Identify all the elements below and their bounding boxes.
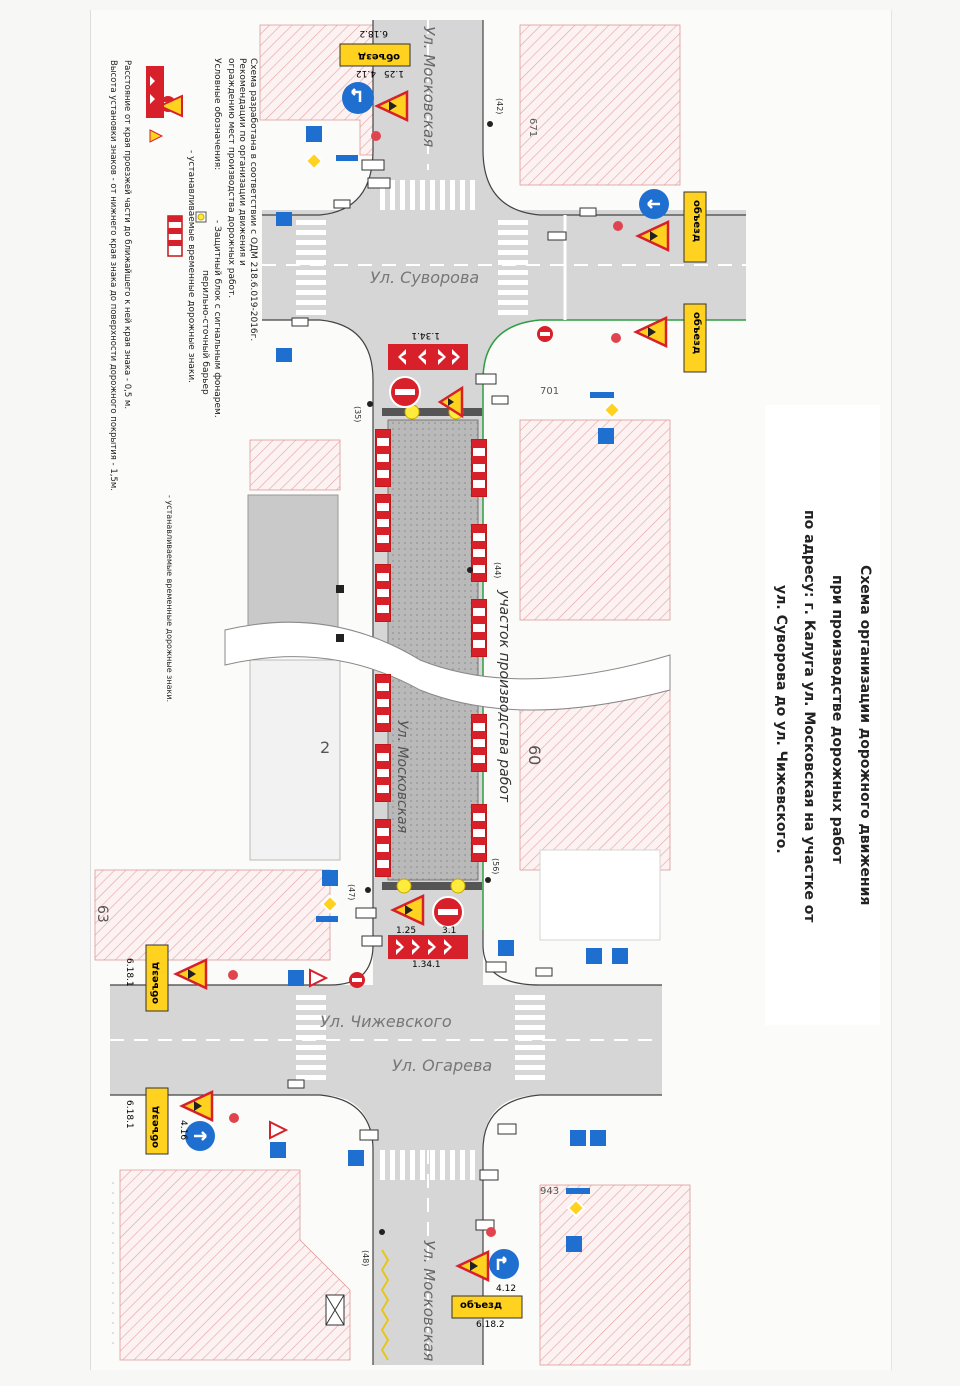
- notes-line-2: Рекомендации по организации движения и: [237, 58, 247, 266]
- title-line-3: по адресу: г. Калуга ул. Московская на участке от: [801, 510, 817, 923]
- pole-number-47: (47): [347, 884, 356, 901]
- street-label-moskovskaya-mid: Ул. Московская: [394, 720, 410, 834]
- legend-samples: [110, 40, 260, 600]
- code-6181-top: 6.18.1: [124, 958, 134, 987]
- gray-yard: [250, 660, 340, 860]
- street-label-moskovskaya-top: Ул. Московская: [420, 26, 438, 148]
- building-number-701: 701: [540, 386, 560, 397]
- title-panel: [765, 405, 880, 1025]
- title-line-4: ул. Суворова до ул. Чижевского.: [773, 585, 789, 854]
- pole-number-56: (56): [491, 858, 500, 875]
- detour-text-1: объезд: [357, 51, 400, 62]
- code-1341-top: 1.34.1: [411, 330, 440, 340]
- legend-block-text: - Защитный блок с сигнальным фонарем.: [212, 220, 222, 418]
- code-125-bottom: 1.25: [396, 926, 417, 936]
- legend-label: Условные обозначения:: [212, 58, 222, 171]
- street-label-moskovskaya-bottom: Ул. Московская: [420, 1240, 438, 1362]
- code-125-top: 1.25: [383, 68, 404, 78]
- pole-number-35: (35): [353, 406, 362, 423]
- street-label-ogareva: Ул. Огарева: [392, 1056, 493, 1075]
- title-line-1: Схема организации дорожного движения: [857, 565, 873, 906]
- chevron-board-bottom: [388, 935, 468, 959]
- chevron-board-top: [388, 344, 468, 370]
- pole-number-42: (42): [495, 98, 504, 115]
- detour-text-6: объезд: [460, 1300, 503, 1311]
- legend-signs-text-2: - устанавливаемые временные дорожные знаки.: [165, 495, 174, 703]
- code-416: 4.16: [178, 1120, 188, 1141]
- title-line-2: при производстве дорожных работ: [829, 575, 845, 864]
- distance-note: Расстояние от края проезжей части до ближайшего к ней края знака - 0,5 м.: [122, 60, 132, 410]
- work-zone-label: участок производства работ: [496, 590, 512, 803]
- building-number-671: 671: [527, 118, 538, 138]
- building-number-60: 60: [525, 745, 544, 766]
- detour-text-2: объезд: [691, 200, 702, 243]
- pole-number-44: (44): [493, 562, 502, 579]
- code-6181-bottom: 6.18.1: [124, 1100, 134, 1129]
- building-number-943: 943: [540, 1186, 560, 1197]
- code-412-bottom: 4.12: [496, 1284, 517, 1294]
- pole-number-48: (48): [361, 1250, 370, 1267]
- code-31-bottom: 3.1: [442, 926, 457, 936]
- street-label-suvorova: Ул. Суворова: [370, 268, 480, 287]
- code-6182-top: 6.18.2: [359, 28, 388, 38]
- detour-text-5: объезд: [150, 1105, 161, 1148]
- no-entry-sign-top: [390, 377, 420, 407]
- building-number-63: 63: [94, 905, 110, 923]
- street-label-chizhevskogo: Ул. Чижевского: [320, 1012, 452, 1031]
- code-6182-bottom: 6.18.2: [476, 1320, 505, 1330]
- no-entry-sign-bottom: [433, 897, 463, 927]
- building-number-2: 2: [320, 738, 331, 757]
- notes-line-1: Схема разработана в соответствии с ОДМ 218.6.019-2016г.: [248, 58, 258, 342]
- detour-text-3: объезд: [691, 312, 702, 355]
- notes-panel: [108, 40, 260, 703]
- dotted-sidewalk: [110, 1180, 120, 1350]
- height-note: Высота установки знаков - от нижнего края знака до поверхности дорожного покрытия - 1,5м.: [108, 60, 118, 491]
- legend-barrier-text: перильно-сточный барьер: [200, 270, 210, 395]
- detour-text-4: объезд: [150, 961, 161, 1004]
- notes-line-3: ограждению мест производства дорожных работ.: [226, 58, 236, 299]
- legend-signs-text: - устанавливаемые временные дорожные знаки.: [186, 150, 196, 384]
- code-412-top: 4.12: [355, 68, 376, 78]
- code-1341-bottom: 1.34.1: [412, 960, 441, 970]
